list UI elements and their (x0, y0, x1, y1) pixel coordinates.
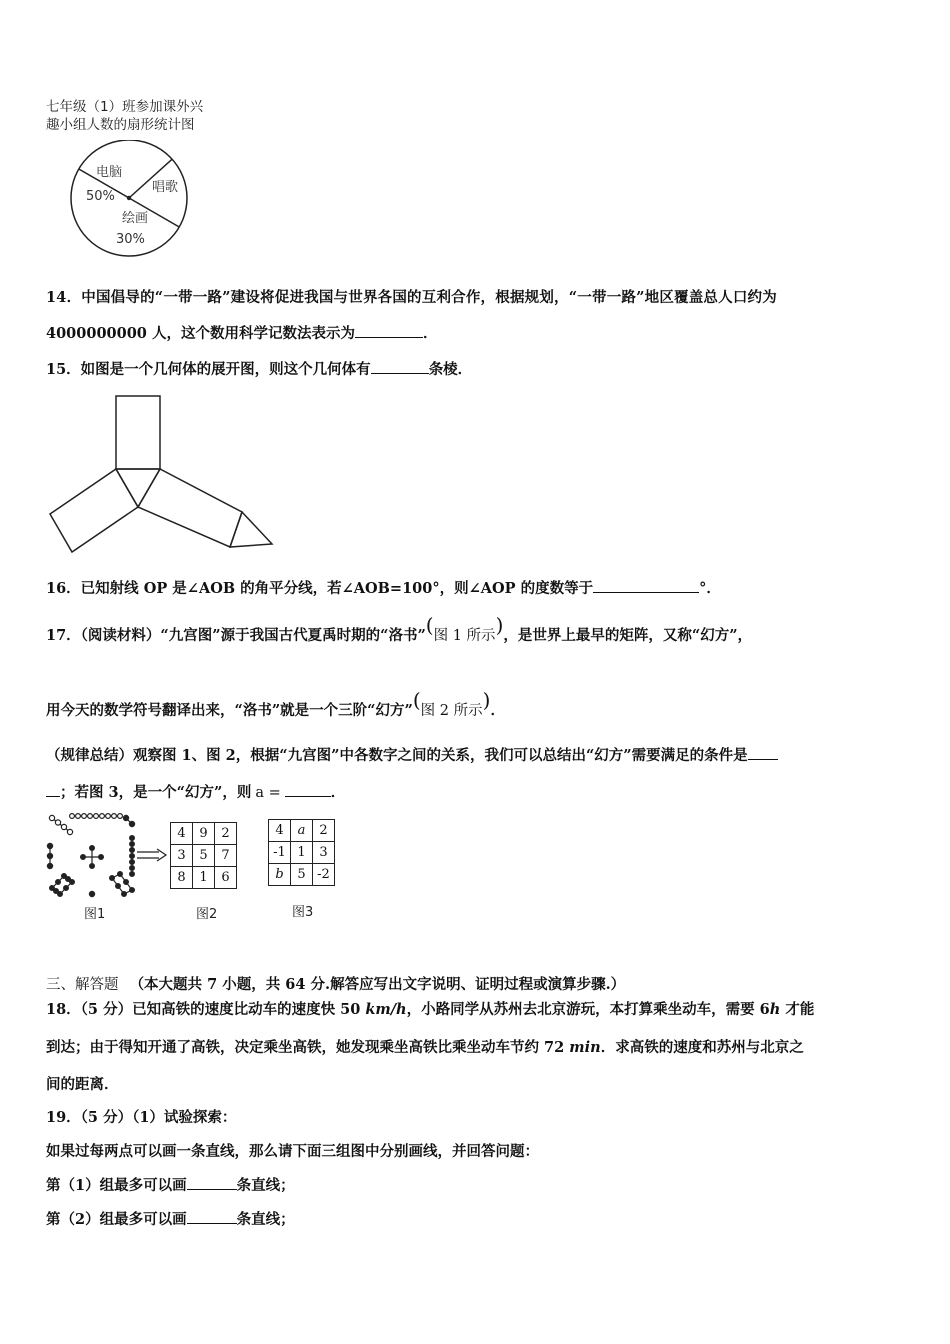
grid-cell: 3 (313, 842, 335, 864)
question-15 (46, 358, 472, 379)
grid-cell: 2 (313, 820, 335, 842)
grid-cell: 1 (291, 842, 313, 864)
grid-cell: 9 (193, 823, 215, 845)
grid-cell: 8 (171, 867, 193, 889)
question-14-line1: 14．中国倡导的“一带一路”建设将促进我国与世界各国的互利合作，根据规划，“一带一路”地区覆盖总人口约为 (46, 289, 777, 306)
grid-cell: 5 (291, 864, 313, 886)
question-17-line4 (46, 781, 345, 802)
question-19-line1: 19．（5 分）（1）试验探索： (46, 1109, 237, 1126)
question-19-line4 (46, 1208, 295, 1229)
question-18-text-e: ．求高铁的速度和苏州与北京之 (600, 1039, 804, 1056)
question-16-text: 16．已知射线 OP 是∠AOB 的角平分线，若∠AOB=100°，则∠AOP 的度数等于 (46, 580, 594, 597)
question-18-text-b: ，小路同学从苏州去北京游玩，本打算乘坐动车，需要 6 (406, 1001, 770, 1018)
answer-blank-17b[interactable] (285, 782, 331, 797)
question-17-fig2-ref: 图 2 所示 (420, 703, 483, 719)
pie-chart-title (46, 98, 203, 134)
answer-blank-19b[interactable] (187, 1209, 237, 1224)
grid-cell: 6 (215, 867, 237, 889)
question-19-line3 (46, 1174, 295, 1195)
question-17-text-c: 用今天的数学符号翻译出来，“洛书”就是一个三阶“幻方” (46, 702, 413, 719)
section-3-note: （本大题共 7 小题，共 64 分.解答应写出文字说明、证明过程或演算步骤.） (129, 976, 626, 993)
net-left-rectangle (50, 469, 138, 552)
grid-cell-variable-a: a (291, 820, 313, 842)
question-15-end: 条棱． (428, 361, 473, 378)
net-right-triangle (230, 512, 272, 547)
question-18-text-a: 18．（5 分）已知高铁的速度比动车的速度快 50 (46, 1001, 361, 1018)
table-row (269, 864, 335, 886)
question-17-text-a: 17．（阅读材料）“九宫图”源于我国古代夏禹时期的“洛书” (46, 627, 426, 644)
question-19-line2: 如果过每两点可以画一条直线，那么请下面三组图中分别画线，并回答问题： (46, 1143, 539, 1160)
pie-center-dot (127, 196, 131, 200)
arrow-icon (136, 848, 168, 862)
grid-cell: 1 (193, 867, 215, 889)
question-16-end: °． (699, 580, 721, 597)
table-row (171, 867, 237, 889)
question-17-line2: 用今天的数学符号翻译出来，“洛书”就是一个三阶“幻方”(图 2 所示)． (46, 688, 505, 719)
net-top-rectangle (116, 396, 160, 469)
figure-2-caption: 图2 (196, 907, 218, 922)
question-18-line1 (46, 998, 814, 1019)
question-19-group1-end: 条直线； (236, 1177, 295, 1194)
table-row (269, 842, 335, 864)
question-18-line3: 间的距离． (46, 1076, 119, 1093)
question-17-rule-text: （规律总结）观察图 1、图 2，根据“九宫图”中各数字之间的关系，我们可以总结出“幻方”需要满足的条件是 (46, 747, 748, 764)
question-18-text-c: 才能 (785, 1001, 815, 1018)
question-14-line2 (46, 322, 437, 343)
grid-cell: 3 (171, 845, 193, 867)
answer-blank-17a-cont[interactable] (46, 782, 60, 797)
figure-1-caption: 图1 (84, 907, 106, 922)
question-17-line3 (46, 744, 778, 765)
grid-cell: -2 (313, 864, 335, 886)
answer-blank-17a[interactable] (748, 745, 778, 760)
question-17-fig1-ref: 图 1 所示 (433, 628, 496, 644)
question-19-group2-text: 第（2）组最多可以画 (46, 1211, 187, 1228)
question-15-text: 15．如图是一个几何体的展开图，则这个几何体有 (46, 361, 371, 378)
pie-label-computer: 电脑 (96, 165, 123, 180)
question-18-unit-kmh: km/h (365, 1001, 407, 1018)
question-18-text-d: 到达；由于得知开通了高铁，决定乘坐高铁，她发现乘坐高铁比乘坐动车节约 72 (46, 1039, 565, 1056)
pie-title-line2: 趣小组人数的扇形统计图 (46, 117, 195, 133)
question-17-end: ． (330, 784, 346, 801)
figure-3-magic-square (268, 819, 335, 886)
net-right-rectangle (138, 469, 242, 547)
question-17-text-b: ，是世界上最早的矩阵，又称“幻方”， (503, 627, 753, 644)
question-18-unit-min: min (569, 1039, 601, 1056)
section-3-title: 三、解答题 (46, 977, 119, 993)
answer-blank-19a[interactable] (187, 1175, 237, 1190)
grid-cell: 2 (215, 823, 237, 845)
pie-label-singing: 唱歌 (152, 180, 179, 195)
table-row (171, 845, 237, 867)
question-19-group2-end: 条直线； (236, 1211, 295, 1228)
answer-blank-14[interactable] (355, 323, 423, 338)
table-row (171, 823, 237, 845)
question-17-line1: 17．（阅读材料）“九宫图”源于我国古代夏禹时期的“洛书”(图 1 所示)，是世界上最早的矩阵，又称“幻方”， (46, 613, 753, 644)
section-3-header (46, 973, 625, 994)
answer-blank-15[interactable] (371, 359, 429, 374)
question-18-unit-h: h (769, 1001, 781, 1018)
pie-title-line1: 七年级（1）班参加课外兴 (46, 99, 204, 115)
question-17-var-a: a = (255, 785, 281, 801)
grid-cell: 4 (269, 820, 291, 842)
net-center-triangle (116, 469, 160, 507)
pie-percent-drawing: 30% (116, 232, 145, 247)
question-18-line2 (46, 1036, 804, 1057)
table-row (269, 820, 335, 842)
geometry-net-figure (44, 392, 284, 562)
question-16 (46, 577, 721, 598)
pie-label-drawing: 绘画 (122, 211, 149, 226)
grid-cell: 5 (193, 845, 215, 867)
question-17-text-d: ． (490, 702, 505, 719)
question-17-text-e: ；若图 3，是一个“幻方”，则 (60, 784, 252, 801)
question-14-end: ． (422, 325, 438, 342)
grid-cell: 4 (171, 823, 193, 845)
grid-cell: 7 (215, 845, 237, 867)
question-19-group1-text: 第（1）组最多可以画 (46, 1177, 187, 1194)
figure-3-caption: 图3 (292, 905, 314, 920)
pie-percent-computer: 50% (86, 189, 115, 204)
answer-blank-16[interactable] (593, 578, 699, 593)
figure-2-magic-square (170, 822, 237, 889)
grid-cell: -1 (269, 842, 291, 864)
question-14-text: 4000000000 人，这个数用科学记数法表示为 (46, 325, 355, 342)
grid-cell-variable-b: b (269, 864, 291, 886)
pie-chart (60, 140, 200, 260)
